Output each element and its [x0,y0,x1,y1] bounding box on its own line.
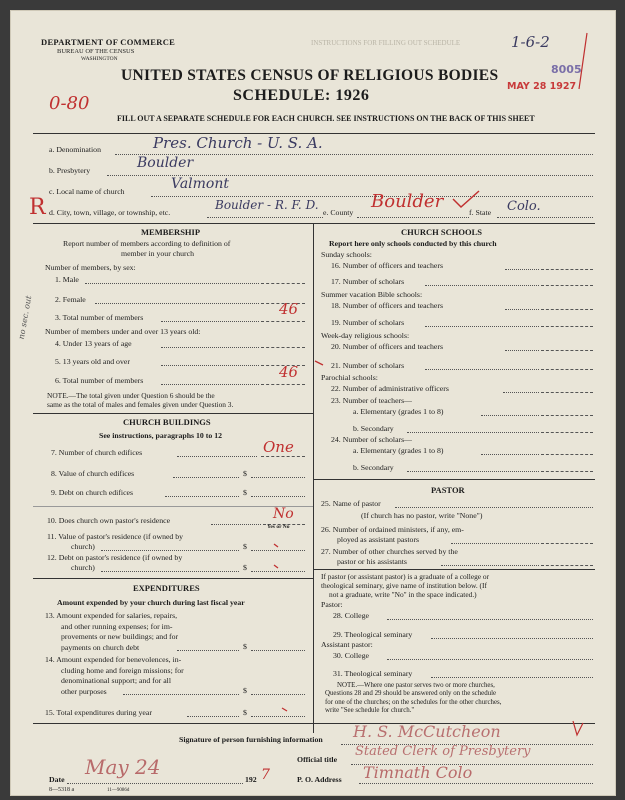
official-title-value: Stated Clerk of Presbytery [355,744,531,759]
margin-note: no sec. out [16,294,34,341]
q18-answer-line [541,309,593,310]
department-label: DEPARTMENT OF COMMERCE [41,37,176,47]
graduation-note [321,572,593,599]
q16-answer-line [541,269,593,270]
q3-leader [161,321,259,322]
city-value: Boulder - R. F. D. [215,198,319,212]
church-name-label: c. Local name of church [49,187,125,196]
q3-value: 46 [279,300,299,318]
pastor-note-line-3: for one of the churches; on the schedules for the other churches, [325,698,502,706]
q2-label: 2. Female [55,295,86,304]
presbytery-value: Boulder [137,155,194,171]
expenditures-subtitle: Amount expended by your church during last fiscal year [57,598,245,607]
q2-leader [95,303,259,304]
q11-leader [101,550,239,551]
q3-answer-line [261,321,305,322]
q7-value: One [263,438,294,456]
membership-heading: MEMBERSHIP [141,227,201,237]
sunday-schools-label: Sunday schools: [321,250,372,259]
city-label: WASHINGTON [81,56,118,62]
q11-tick [273,539,283,549]
weekday-schools-label: Week-day religious schools: [321,331,410,340]
denomination-value: Pres. Church - U. S. A. [153,134,323,152]
q13-dollar: $ [243,642,247,651]
q28-line [387,619,593,620]
q12-tick [273,560,283,570]
po-address-label: P. O. Address [297,775,342,784]
census-schedule-form [10,10,616,796]
q19-answer-line [541,326,593,327]
q8-leader [173,477,239,478]
q15-dollar: $ [243,708,247,717]
q7-label: 7. Number of church edifices [51,448,143,457]
expenditures-top-line [33,578,313,579]
pastor-note-line-4: write "See schedule for church." [325,707,415,715]
city-label-field: d. City, town, village, or township, etc. [49,208,171,217]
po-address-line [359,783,593,784]
q14-line-1: 14. Amount expended for benevolences, in- [45,655,182,664]
pastor-top-line [313,479,595,480]
q24b-leader [407,471,539,472]
graduation-note-line-3: not a graduate, write "No" in the space indicated.) [329,590,477,599]
year-prefix: 192 [245,775,257,784]
handwritten-top-number: 1-6-2 [511,33,550,51]
q20-leader [505,350,539,351]
state-line [497,217,593,218]
graduation-top-line [313,569,595,570]
q31-line [431,677,593,678]
q23b-label: b. Secondary [353,424,394,433]
q12-label-2: church) [71,563,95,572]
county-line [357,217,469,218]
signature-check-mark [571,719,585,739]
q7-answer-line [261,456,305,457]
church-name-value: Valmont [171,176,229,192]
q14-line-4: other purposes [61,686,107,696]
yes-no-hint: Yes or No [267,524,290,530]
q14-line-2: cluding home and foreign missions; for [61,665,184,675]
q14-line-3: denominational support; and for all [61,676,171,685]
q13-label [45,611,178,653]
q23b-leader [407,432,539,433]
q17-answer-line [541,285,593,286]
q26-label-1: 26. Number of ordained ministers, if any, em- [321,525,464,534]
section-top-line [33,223,595,224]
q6-value: 46 [279,363,299,381]
q26-label-2: ployed as assistant pastors [337,535,420,544]
q23a-answer-line [541,415,593,416]
q25-label: 25. Name of pastor [321,499,381,508]
q24a-leader [481,454,539,455]
bleed-through-text: INSTRUCTIONS FOR FILLING OUT SCHEDULE [311,39,461,47]
q11-answer-line [251,550,305,551]
q27-leader [441,565,539,566]
instruction-line: FILL OUT A SEPARATE SCHEDULE FOR EACH CHURCH. SEE INSTRUCTIONS ON THE BACK OF THIS SHEET [117,114,535,123]
q23a-label: a. Elementary (grades 1 to 8) [353,407,444,416]
q6-answer-line [261,384,305,385]
buildings-divider [33,506,313,507]
presbytery-label: b. Presbytery [49,166,91,175]
buildings-top-line [33,413,313,414]
members-by-age-label: Number of members under and over 13 years old: [45,327,201,336]
q28-label: 28. College [333,611,369,620]
q18-leader [505,309,539,310]
pastor-note-line-1: NOTE.—Where one pastor serves two or more churches, [337,682,495,689]
bureau-label: BUREAU OF THE CENSUS [57,48,135,55]
q27-answer-line [541,565,593,566]
denomination-label: a. Denomination [49,145,101,154]
signature-label: Signature of person furnishing information [179,735,323,744]
pastor-note-line-2: Questions 28 and 29 should be answered only on the schedule [325,690,497,698]
q23a-leader [481,415,539,416]
date-label: Date [49,775,65,784]
q9-answer-line [251,496,305,497]
q22-label: 22. Number of administrative officers [331,384,449,393]
q13-line-3: provements or new buildings; and for [61,632,179,641]
schools-heading: CHURCH SCHOOLS [401,227,482,237]
q24a-answer-line [541,454,593,455]
pastor-heading: PASTOR [431,485,465,495]
q20-answer-line [541,350,593,351]
q6-leader [161,384,259,385]
state-label: f. State [469,208,492,217]
q14-dollar: $ [243,686,247,695]
section-bottom-line [33,723,595,724]
q24a-label: a. Elementary (grades 1 to 8) [353,446,444,455]
q4-label: 4. Under 13 years of age [55,339,132,348]
official-title-label: Official title [297,755,338,764]
membership-subtitle-1: Report number of members according to definition of [63,239,231,248]
q6-label: 6. Total number of members [55,376,144,385]
q21-answer-line [541,369,593,370]
q1-label: 1. Male [55,275,79,284]
q30-line [387,659,593,660]
q14-leader [123,694,239,695]
q25-note: (If church has no pastor, write "None") [361,511,483,520]
schedule-title: SCHEDULE: 1926 [233,87,370,104]
q24-label: 24. Number of scholars— [331,435,412,444]
membership-note-line-2: same as the total of males and females given under Question 3. [47,400,234,409]
pastor-sublabel: Pastor: [321,600,343,609]
membership-note [47,391,309,409]
membership-subtitle-2: member in your church [121,249,194,258]
q12-dollar: $ [243,563,247,572]
parochial-schools-label: Parochial schools: [321,373,378,382]
print-number: 11—9086d [107,788,130,793]
q15-tick [281,703,291,713]
q27-label-1: 27. Number of other churches served by the [321,547,458,556]
q17-leader [425,285,539,286]
q18-label: 18. Number of officers and teachers [331,301,444,310]
handwritten-code: 0-80 [49,93,90,114]
q15-leader [187,716,239,717]
q10-leader [211,524,261,525]
date-value: May 24 [85,755,161,779]
q13-line-2: and other running expenses; for im- [61,621,173,631]
expenditures-heading: EXPENDITURES [133,583,200,593]
signature-value: H. S. McCutcheon [353,722,501,741]
q3-label: 3. Total number of members [55,313,144,322]
q7-leader [177,456,257,457]
pastor-note [325,682,595,716]
q5-leader [161,365,259,366]
q9-leader [165,496,239,497]
margin-r-mark: R [29,195,46,220]
schools-subtitle: Report here only schools conducted by this church [329,239,497,248]
q14-label [45,655,184,697]
q21-leader [425,369,539,370]
q12-leader [101,571,239,572]
form-number: 8—5318 a [49,787,75,793]
q1-leader [85,283,259,284]
q15-label: 15. Total expenditures during year [45,708,152,717]
graduation-note-line-2: theological seminary, give name of institution below. (If [321,581,487,590]
q29-label: 29. Theological seminary [333,630,413,639]
q24b-label: b. Secondary [353,463,394,472]
buildings-subtitle: See instructions, paragraphs 10 to 12 [99,431,223,440]
vacation-schools-label: Summer vacation Bible schools: [321,290,423,299]
q9-label: 9. Debt on church edifices [51,488,134,497]
date-line [67,783,243,784]
column-divider [313,223,314,733]
q10-label: 10. Does church own pastor's residence [47,516,171,525]
county-label: e. County [323,208,354,217]
county-check-mark [451,189,481,209]
q13-leader [177,650,239,651]
state-value: Colo. [507,199,541,214]
city-line [207,217,323,218]
county-value: Boulder [371,191,444,212]
q30-label: 30. College [333,651,369,660]
members-by-sex-label: Number of members, by sex: [45,263,136,272]
assistant-pastor-sublabel: Assistant pastor: [321,640,373,649]
q21-tick [313,357,327,369]
q15-answer-line [251,716,305,717]
q26-leader [451,543,539,544]
q24b-answer-line [541,471,593,472]
year-digit: 7 [261,767,270,783]
q11-label-2: church) [71,542,95,551]
q12-label-1: 12. Debt on pastor's residence (if owned by [47,553,183,562]
q23-label: 23. Number of teachers— [331,396,412,405]
q17-label: 17. Number of scholars [331,277,405,286]
q22-answer-line [541,392,593,393]
q10-value: No [273,506,294,522]
q11-dollar: $ [243,542,247,551]
q21-label: 21. Number of scholars [331,361,405,370]
q12-answer-line [251,571,305,572]
q1-answer-line [261,283,305,284]
q29-line [431,638,593,639]
q13-line-4: payments on church debt [61,642,140,652]
q13-answer-line [251,650,305,651]
q14-answer-line [251,694,305,695]
form-title: UNITED STATES CENSUS OF RELIGIOUS BODIES [121,67,499,84]
q13-line-1: 13. Amount expended for salaries, repairs, [45,611,178,620]
q27-label-2: pastor or his assistants [337,557,407,566]
q9-dollar: $ [243,488,247,497]
q8-label: 8. Value of church edifices [51,469,135,478]
q16-leader [505,269,539,270]
q11-label-1: 11. Value of pastor's residence (if owned by [47,532,184,541]
q8-dollar: $ [243,469,247,478]
buildings-heading: CHURCH BUILDINGS [123,417,211,427]
q22-leader [503,392,539,393]
q16-label: 16. Number of officers and teachers [331,261,444,270]
q8-answer-line [251,477,305,478]
q26-answer-line [541,543,593,544]
q23b-answer-line [541,432,593,433]
q19-leader [425,326,539,327]
q5-label: 5. 13 years old and over [55,357,130,366]
q31-label: 31. Theological seminary [333,669,413,678]
membership-note-line-1: NOTE.—The total given under Question 6 should be the [47,391,215,400]
graduation-note-line-1: If pastor (or assistant pastor) is a graduate of a college or [321,572,490,581]
q25-line [395,507,593,508]
q4-answer-line [261,347,305,348]
q20-label: 20. Number of officers and teachers [331,342,444,351]
q19-label: 19. Number of scholars [331,318,405,327]
po-address-value: Timnath Colo [363,763,473,782]
received-date-stamp: MAY 28 1927 [507,81,577,92]
serial-number-stamp: 8005 [551,63,582,76]
q4-leader [161,347,259,348]
